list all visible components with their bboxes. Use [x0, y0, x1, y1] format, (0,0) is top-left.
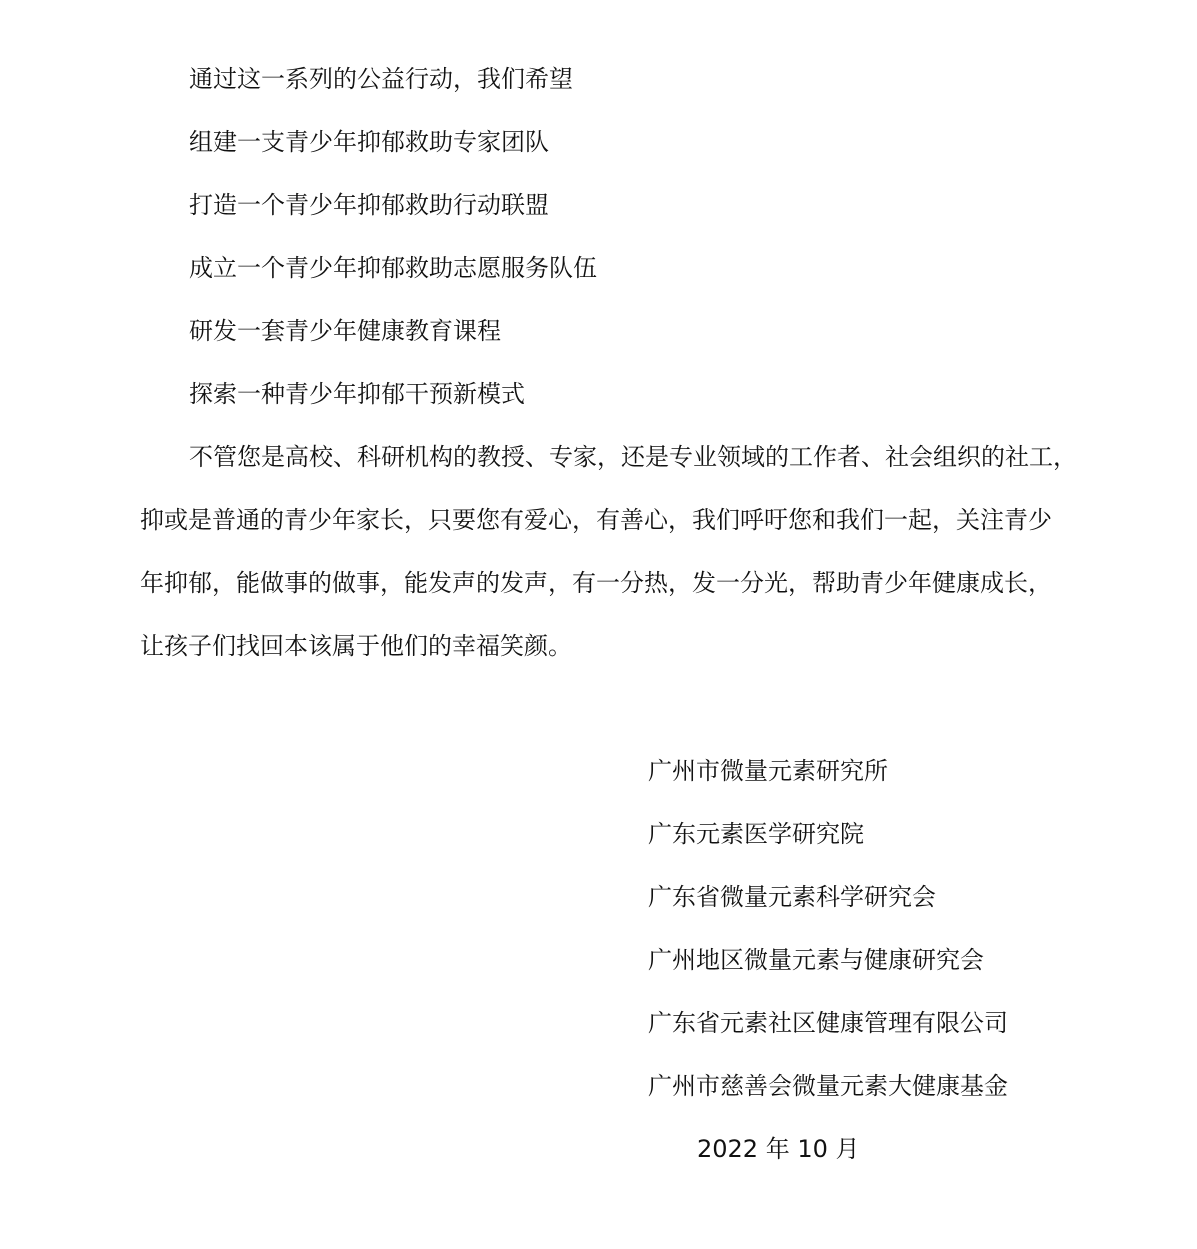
goals-intro: 通过这一系列的公益行动，我们希望 — [189, 65, 573, 93]
signatory: 广东元素医学研究院 — [648, 820, 864, 848]
signatory: 广东省微量元素科学研究会 — [648, 883, 936, 911]
appeal-line: 抑或是普通的青少年家长，只要您有爱心，有善心，我们呼吁您和我们一起，关注青少 — [140, 506, 1052, 534]
goal-item: 打造一个青少年抑郁救助行动联盟 — [189, 191, 549, 219]
signatory: 广州市慈善会微量元素大健康基金 — [648, 1072, 1008, 1100]
signatory: 广东省元素社区健康管理有限公司 — [648, 1009, 1008, 1037]
goal-item: 成立一个青少年抑郁救助志愿服务队伍 — [189, 254, 597, 282]
goal-item: 组建一支青少年抑郁救助专家团队 — [189, 128, 549, 156]
goal-item: 探索一种青少年抑郁干预新模式 — [189, 380, 525, 408]
appeal-line: 年抑郁，能做事的做事，能发声的发声，有一分热，发一分光，帮助青少年健康成长， — [140, 569, 1052, 597]
appeal-line: 不管您是高校、科研机构的教授、专家，还是专业领域的工作者、社会组织的社工， — [189, 443, 1077, 471]
appeal-line: 让孩子们找回本该属于他们的幸福笑颜。 — [140, 632, 572, 660]
goal-item: 研发一套青少年健康教育课程 — [189, 317, 501, 345]
document-date: 2022 年 10 月 — [697, 1135, 860, 1163]
signatory: 广州地区微量元素与健康研究会 — [648, 946, 984, 974]
signatory: 广州市微量元素研究所 — [648, 757, 888, 785]
